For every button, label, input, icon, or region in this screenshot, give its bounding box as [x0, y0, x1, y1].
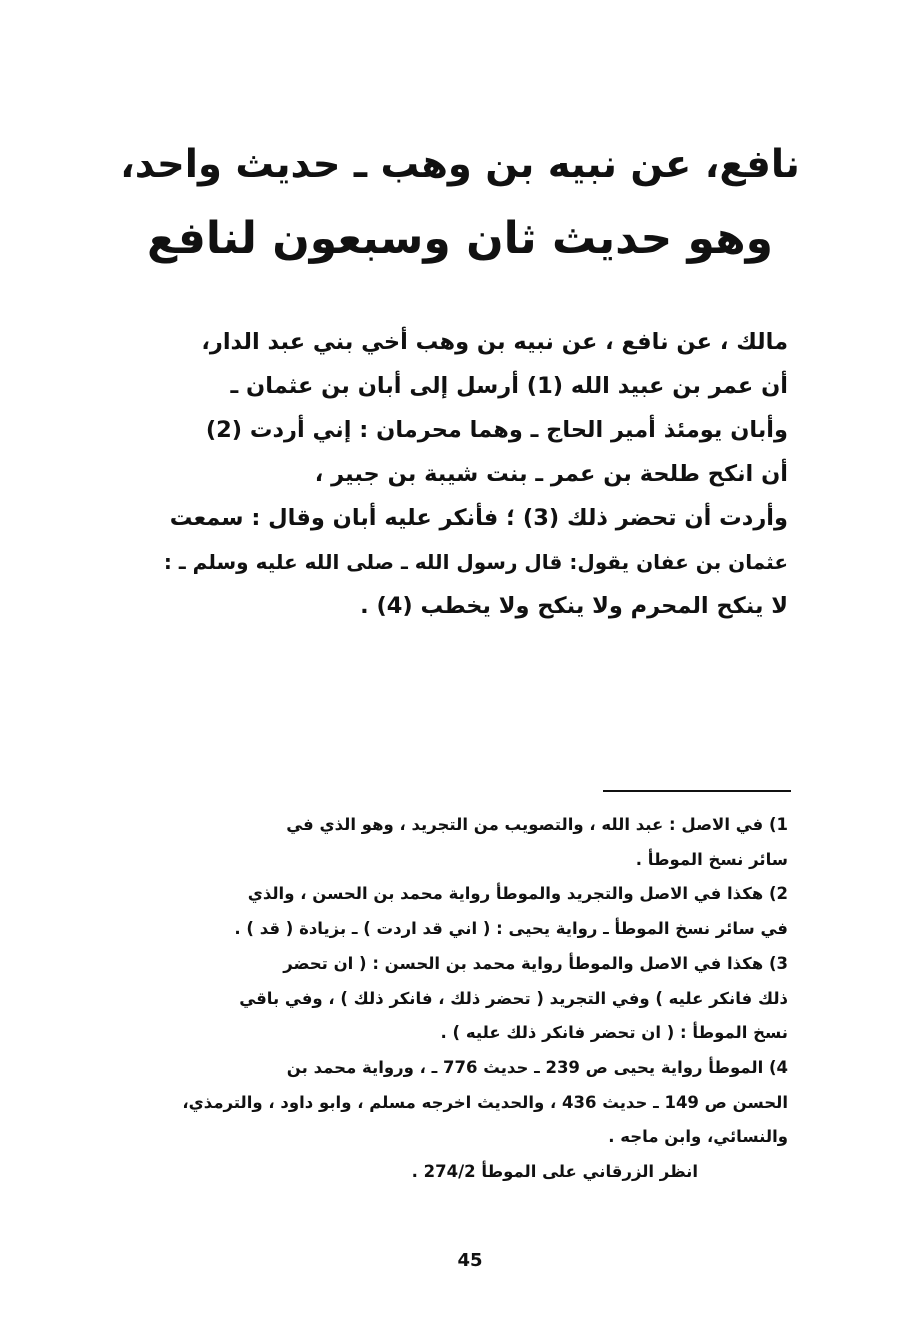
page-number: 45	[457, 1250, 483, 1271]
body-line: أن عمر بن عبيد الله (1) أرسل إلى أبان بن عثمان ـ	[230, 373, 788, 399]
footnote-line: ذلك فانكر عليه ) وفي التجريد ( تحضر ذلك ، فانكر ذلك ) ، وفي باقي	[239, 988, 788, 1008]
chapter-title	[120, 128, 800, 276]
footnote-line: 2) هكذا في الاصل والتجريد والموطأ رواية محمد بن الحسن ، والذي	[247, 884, 788, 904]
title-line: نافع، عن نبيه بن وهب ـ حديث واحد،	[120, 142, 800, 187]
footnote-line: 1) في الاصل : عبد الله ، والتصويب من التجريد ، وهو الذي في	[286, 815, 788, 834]
body-line: وأبان يومئذ أمير الحاج ـ وهما محرمان : إني أردت (2)	[205, 417, 788, 443]
body-line: عثمان بن عفان يقول: قال رسول الله ـ صلى الله عليه وسلم ـ :	[163, 550, 788, 574]
footnote-divider	[603, 790, 791, 792]
body-line: وأردت أن تحضر ذلك (3) ؛ فأنكر عليه أبان وقال : سمعت	[169, 505, 788, 531]
footnote-line: في سائر نسخ الموطأ ـ رواية يحيى : ( اني قد اردت ) ـ بزيادة ( قد ) .	[234, 919, 788, 939]
footnotes	[150, 808, 788, 1190]
footnote-line: 3) هكذا في الاصل والموطأ رواية محمد بن الحسن : ( ان تحضر	[283, 953, 788, 973]
footnote-reference: انظر الزرقاني على الموطأ 274/2 .	[411, 1162, 698, 1182]
footnote-line: سائر نسخ الموطأ .	[635, 849, 788, 869]
footnote-line: والنسائي، وابن ماجه .	[608, 1127, 788, 1147]
footnote-line: 4) الموطأ رواية يحيى ص 239 ـ حديث 776 ـ ، ورواية محمد بن	[286, 1057, 788, 1077]
title-line: وهو حديث ثان وسبعون لنافع	[147, 213, 773, 264]
body-line: لا ينكح المحرم ولا ينكح ولا يخطب (4) .	[360, 593, 788, 619]
footnote-line: الحسن ص 149 ـ حديث 436 ، والحديث اخرجه مسلم ، وابو داود ، والترمذي،	[182, 1092, 788, 1112]
body-line: أن انكح طلحة بن عمر ـ بنت شيبة بن جبير ،	[314, 461, 788, 487]
hadith-text	[150, 320, 788, 628]
body-line: مالك ، عن نافع ، عن نبيه بن وهب أخي بني عبد الدار،	[201, 329, 788, 355]
footnote-line: نسخ الموطأ : ( ان تحضر فانكر ذلك عليه ) .	[440, 1023, 788, 1043]
